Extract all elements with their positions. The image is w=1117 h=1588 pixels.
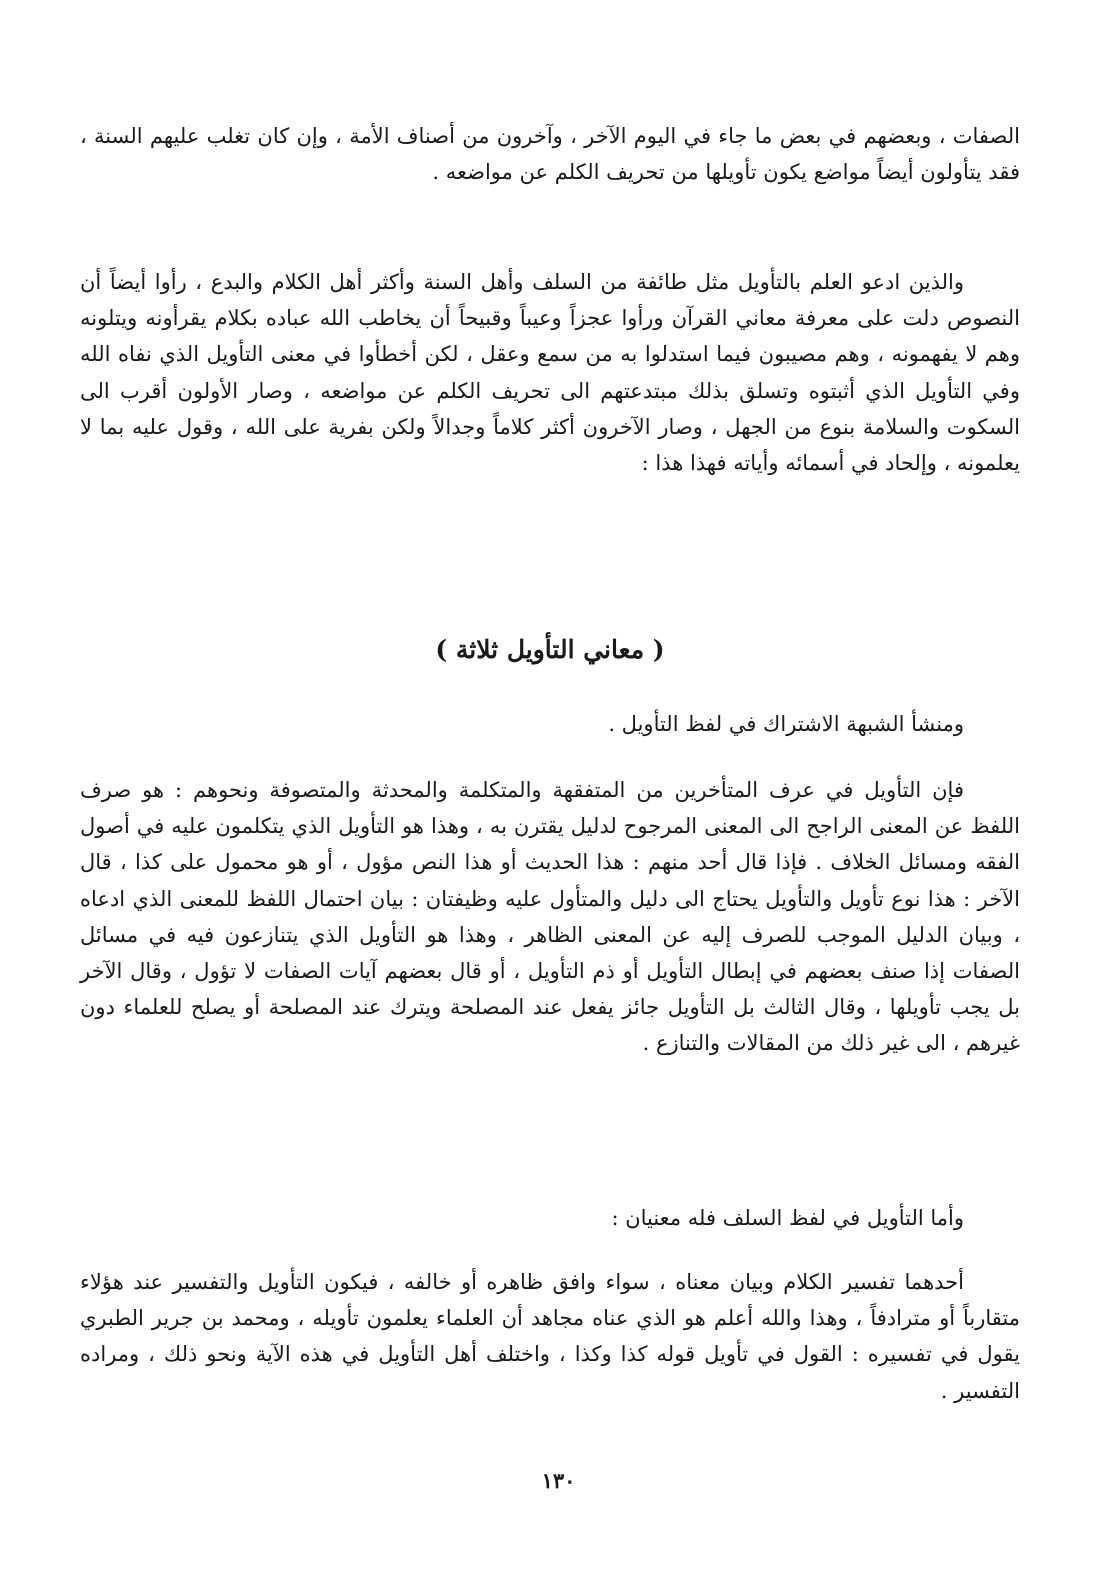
- paragraph-later-scholars-meaning: فإن التأويل في عرف المتأخرين من المتفقهة والمتكلمة والمحدثة والمتصوفة ونحوهم : هو صرف اللفظ عن المعنى الراجح الى المعنى المرجوح لدليل يقترن به ، وهذا هو التأويل الذي يتكلمون عليه في أصول الفقه ومسائل الخلاف . فإذا قال أحد منهم : هذا الحديث أو هذا النص مؤول ، أو هو محمول على كذا ، قال الآخر : هذا نوع تأويل والتأويل يحتاج الى دليل والمتأول عليه وظيفتان : بيان احتمال اللفظ للمعنى الذي ادعاه ، وبيان الدليل الموجب للصرف إليه عن المعنى الظاهر ، وهذا هو التأويل الذي يتنازعون فيه في مسائل الصفات إذا صنف بعضهم في إبطال التأويل أو ذم التأويل ، أو قال بعضهم آيات الصفات لا تؤول ، وقال الآخر بل يجب تأويلها ، وقال الثالث بل التأويل جائز يفعل عند المصلحة ويترك عند المصلحة أو يصلح للعلماء دون غيرهم ، الى غير ذلك من المقالات والتنازع .: [80, 778, 1021, 1056]
- paragraph-continuation: الصفات ، وبعضهم في بعض ما جاء في اليوم الآخر ، وآخرون من أصناف الأمة ، وإن كان تغلب عليهم السنة ، فقد يتأولون أيضاً مواضع يكون تأويلها من تحريف الكلم عن مواضعه .: [80, 124, 1020, 185]
- page-number: ١٣٠: [541, 1468, 576, 1493]
- section-heading: ( معاني التأويل ثلاثة ): [435, 635, 665, 664]
- paragraph-first-meaning: أحدهما تفسير الكلام وبيان معناه ، سواء وافق ظاهره أو خالفه ، فيكون التأويل والتفسير عند هؤلاء متقارباً أو مترادفاً ، وهذا والله أعلم هو الذي عناه مجاهد أن العلماء يعلمون تأويله ، ومحمد بن جرير الطبري يقول في تفسيره : القول في تأويل قوله كذا وكذا ، واختلف أهل التأويل في هذه الآية ونحو ذلك ، ومراده التفسير .: [80, 1270, 1020, 1403]
- paragraph-salaf-meaning-intro: وأما التأويل في لفظ السلف فله معنيان :: [611, 1206, 964, 1230]
- paragraph-origin-of-confusion: ومنشأ الشبهة الاشتراك في لفظ التأويل .: [608, 712, 964, 736]
- paragraph-those-who-claim-knowledge: والذين ادعو العلم بالتأويل مثل طائفة من السلف وأهل السنة وأكثر أهل الكلام والبدع ، رأوا أيضاً أن النصوص دلت على معرفة معاني القرآن ورأوا عجزاً وعيباً وقبيحاً أن يخاطب الله عباده بكلام يقرأونه ويتلونه وهم لا يفهمونه ، وهم مصيبون فيما استدلوا به من سمع وعقل ، لكن أخطأوا في معنى التأويل الذي نفاه الله وفي التأويل الذي أثبتوه وتسلق بذلك مبتدعتهم الى تحريف الكلم عن مواضعه ، وصار الأولون أقرب الى السكوت والسلامة بنوع من الجهل ، وصار الآخرون أكثر كلاماً وجدالاً ولكن بفرية على الله ، وقول عليه بما لا يعلمونه ، وإلحاد في أسمائه وأياته فهذا هذا :: [80, 270, 1020, 476]
